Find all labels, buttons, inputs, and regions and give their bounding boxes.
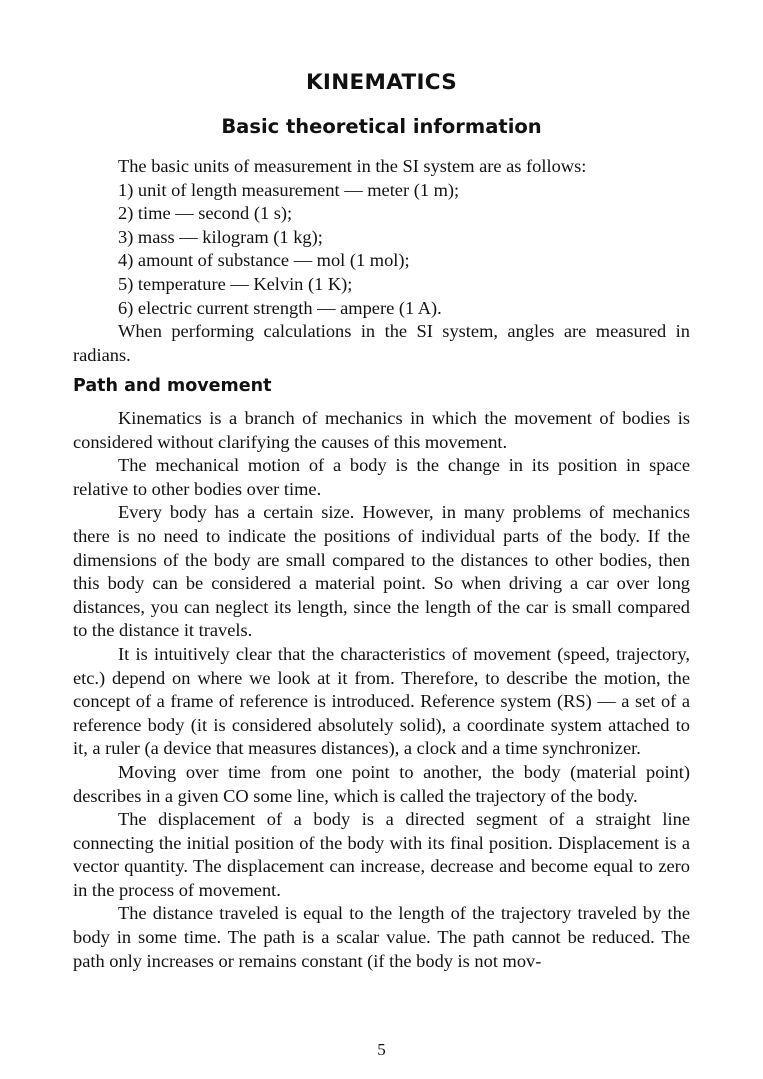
page-title: KINEMATICS bbox=[305, 70, 458, 95]
page-subtitle: Basic theoretical information bbox=[221, 115, 542, 138]
si-unit-item: 6) electric current strength — ampere (1 A). bbox=[118, 297, 442, 318]
body-paragraph: Kinematics is a branch of mechanics in which the movement of bodies is considered without clarifying the causes of this movement. bbox=[73, 408, 690, 452]
section-body bbox=[73, 407, 690, 973]
body-paragraph: Moving over time from one point to another, the body (material point) describes in a given CO some line, which is called the trajectory of the body. bbox=[73, 761, 690, 806]
body-paragraph: It is intuitively clear that the characteristics of movement (speed, trajectory, etc.) depend on where we look at it from. Therefore, to describe the motion, the concept of a frame of reference is introduced. Reference system (RS) — a set of a reference body (it is considered absolutely solid), a coordinate system attached to it, a ruler (a device that measures distances), a clock and a time synchronizer. bbox=[73, 643, 690, 759]
page-number: 5 bbox=[377, 1040, 386, 1059]
si-unit-item: 4) amount of substance — mol (1 mol); bbox=[118, 250, 410, 271]
si-units-intro: The basic units of measurement in the SI system are as follows: bbox=[118, 156, 587, 176]
si-units-block bbox=[73, 155, 690, 367]
si-units-note: When performing calculations in the SI system, angles are measured in radians. bbox=[73, 321, 690, 365]
body-paragraph: The mechanical motion of a body is the change in its position in space relative to other bodies over time. bbox=[73, 455, 690, 499]
si-unit-item: 3) mass — kilogram (1 kg); bbox=[118, 226, 323, 247]
book-page bbox=[73, 0, 690, 1079]
section-heading: Path and movement bbox=[73, 376, 272, 396]
body-paragraph: Every body has a certain size. However, in many problems of mechanics there is no need to indicate the positions of individual parts of the body. If the dimensions of the body are small compared to the distances to other bodies, then this body can be considered a material point. So when driving a car over long distances, you can neglect its length, since the length of the car is small compared to the distance it travels. bbox=[73, 502, 690, 641]
body-paragraph: The displacement of a body is a directed segment of a straight line connecting the initial position of the body with its final position. Displacement is a vector quantity. The displacement can increase, decrease and become equal to zero in the process of movement. bbox=[73, 809, 690, 900]
si-unit-item: 1) unit of length measurement — meter (1 m); bbox=[118, 179, 460, 200]
body-paragraph: The distance traveled is equal to the length of the trajectory traveled by the body in some time. The path is a scalar value. The path cannot be reduced. The path only increases or remains constant (if the body is not mov- bbox=[73, 903, 690, 971]
si-unit-item: 2) time — second (1 s); bbox=[118, 203, 293, 224]
si-unit-item: 5) temperature — Kelvin (1 K); bbox=[118, 273, 353, 294]
